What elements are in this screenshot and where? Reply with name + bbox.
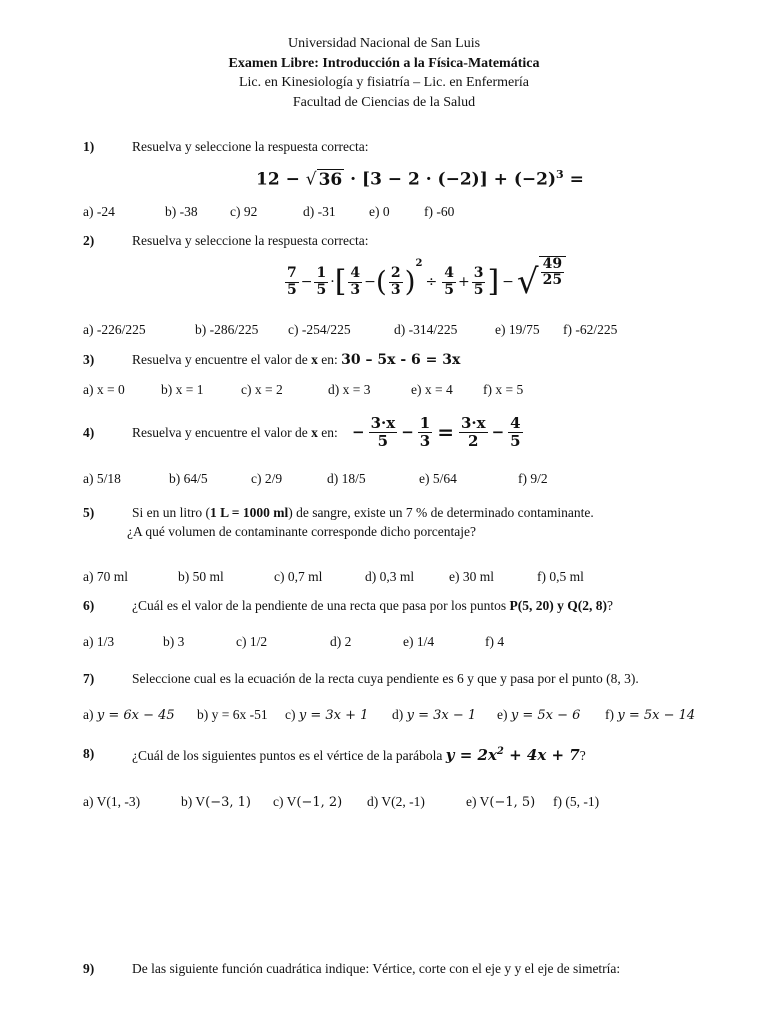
question-1-formula: 12 − √ $36 \cdot [3 - 2 \cdot (-2)] + (-2)^3$ =	[256, 168, 584, 190]
option-d[interactable]: d) -314/225	[394, 322, 458, 337]
university-name: Universidad Nacional de San Luis	[287, 36, 481, 51]
option-a[interactable]: a) V(1, -3)	[83, 794, 141, 809]
question-text: ¿Cuál de los siguientes puntos es el vértice de la parábola $y = 2x^2 + 4x + 7$?	[132, 746, 586, 764]
option-d[interactable]: d) 18/5	[327, 471, 366, 486]
question-number: 8)	[83, 746, 95, 761]
option-d[interactable]: d) y = 3x − 1	[392, 707, 477, 723]
option-e[interactable]: e) 1/4	[403, 634, 435, 649]
option-b[interactable]: b) -38	[165, 204, 198, 219]
option-a[interactable]: a) y = 6x − 45	[83, 707, 175, 723]
question-text: Resuelva y encuentre el valor de x en:	[132, 425, 338, 440]
option-f[interactable]: f) -62/225	[563, 322, 618, 337]
faculty-name: Facultad de Ciencias de la Salud	[292, 94, 476, 110]
option-a[interactable]: a) -24	[83, 204, 115, 219]
question-text-line2: ¿A qué volumen de contaminante corresponde dicho porcentaje?	[127, 524, 476, 539]
option-d[interactable]: d) V(2, -1)	[367, 794, 425, 809]
option-b[interactable]: b) V(−3, 1)	[181, 794, 251, 810]
option-b[interactable]: b) y = 6x -51	[197, 707, 268, 722]
option-b[interactable]: b) 50 ml	[178, 569, 224, 584]
question-text: Si en un litro (1 L = 1000 ml) de sangre, existe un 7 % de determinado contaminante.	[132, 505, 594, 520]
option-b[interactable]: b) 64/5	[169, 471, 208, 486]
question-text: Resuelva y seleccione la respuesta correcta:	[132, 139, 369, 154]
option-b[interactable]: b) 3	[163, 634, 185, 649]
option-f[interactable]: f) x = 5	[483, 382, 524, 397]
question-text: De las siguiente función cuadrática indique: Vértice, corte con el eje y y el eje de simetría:	[132, 961, 621, 976]
option-f[interactable]: f) 9/2	[518, 471, 548, 486]
option-e[interactable]: e) 30 ml	[449, 569, 494, 584]
option-b[interactable]: b) -286/225	[195, 322, 259, 337]
exam-header	[0, 34, 768, 112]
question-2-formula: $\frac{7}{5}$ − $\frac{1}{5}$ · [ $\frac{4}{3}$ − ( $\frac{2}{3}$ ) 2 ÷ $\frac{4}{5}$ + $\frac{3}{5}$ ] − √ $\frac{49}{25}$	[283, 254, 566, 310]
option-e[interactable]: e) y = 5x − 6	[497, 707, 581, 723]
option-c[interactable]: c) 1/2	[236, 634, 268, 649]
option-e[interactable]: e) 0	[369, 204, 390, 219]
question-number: 4)	[83, 425, 95, 440]
question-number: 6)	[83, 598, 95, 613]
option-f[interactable]: f) -60	[424, 204, 455, 219]
question-text: Resuelva y seleccione la respuesta correcta:	[132, 233, 369, 248]
question-number: 9)	[83, 961, 95, 976]
option-f[interactable]: f) (5, -1)	[553, 794, 600, 809]
exam-title: Examen Libre: Introducción a la Física-Matemática	[228, 55, 540, 71]
option-b[interactable]: b) x = 1	[161, 382, 204, 397]
question-number: 3)	[83, 352, 95, 367]
question-4-formula: − $\frac{3\cdot x}{5}$ − $\frac{1}{3}$ = $\frac{3\cdot x}{2}$ − $\frac{4}{5}$	[352, 414, 521, 450]
option-c[interactable]: c) 92	[230, 204, 258, 219]
question-number: 1)	[83, 139, 95, 154]
option-c[interactable]: c) y = 3x + 1	[285, 707, 369, 723]
option-a[interactable]: a) 70 ml	[83, 569, 128, 584]
option-e[interactable]: e) 19/75	[495, 322, 540, 337]
option-c[interactable]: c) -254/225	[288, 322, 351, 337]
option-d[interactable]: d) -31	[303, 204, 336, 219]
option-a[interactable]: a) 5/18	[83, 471, 121, 486]
question-text: Resuelva y encuentre el valor de x en: 30 – 5x - 6 = 3x	[132, 352, 461, 368]
option-e[interactable]: e) x = 4	[411, 382, 453, 397]
option-c[interactable]: c) V(−1, 2)	[273, 794, 343, 810]
option-a[interactable]: a) -226/225	[83, 322, 146, 337]
option-e[interactable]: e) 5/64	[419, 471, 457, 486]
degree-programs: Lic. en Kinesiología y fisiatría – Lic. en Enfermería	[238, 75, 529, 90]
question-text: ¿Cuál es el valor de la pendiente de una recta que pasa por los puntos P(5, 20) y Q(2, 8)?	[132, 598, 613, 613]
option-f[interactable]: f) 0,5 ml	[537, 569, 584, 584]
question-number: 2)	[83, 233, 95, 248]
option-c[interactable]: c) 0,7 ml	[274, 569, 323, 584]
option-c[interactable]: c) x = 2	[241, 382, 283, 397]
option-c[interactable]: c) 2/9	[251, 471, 283, 486]
question-text: Seleccione cual es la ecuación de la recta cuya pendiente es 6 y que y pasa por el punto (8, 3).	[132, 671, 639, 686]
option-f[interactable]: f) y = 5x − 14	[605, 707, 696, 723]
option-a[interactable]: a) x = 0	[83, 382, 125, 397]
option-e[interactable]: e) V(−1, 5)	[466, 794, 536, 810]
option-d[interactable]: d) x = 3	[328, 382, 371, 397]
option-d[interactable]: d) 2	[330, 634, 352, 649]
option-d[interactable]: d) 0,3 ml	[365, 569, 415, 584]
question-number: 7)	[83, 671, 95, 686]
option-a[interactable]: a) 1/3	[83, 634, 115, 649]
option-f[interactable]: f) 4	[485, 634, 505, 649]
question-number: 5)	[83, 505, 95, 520]
